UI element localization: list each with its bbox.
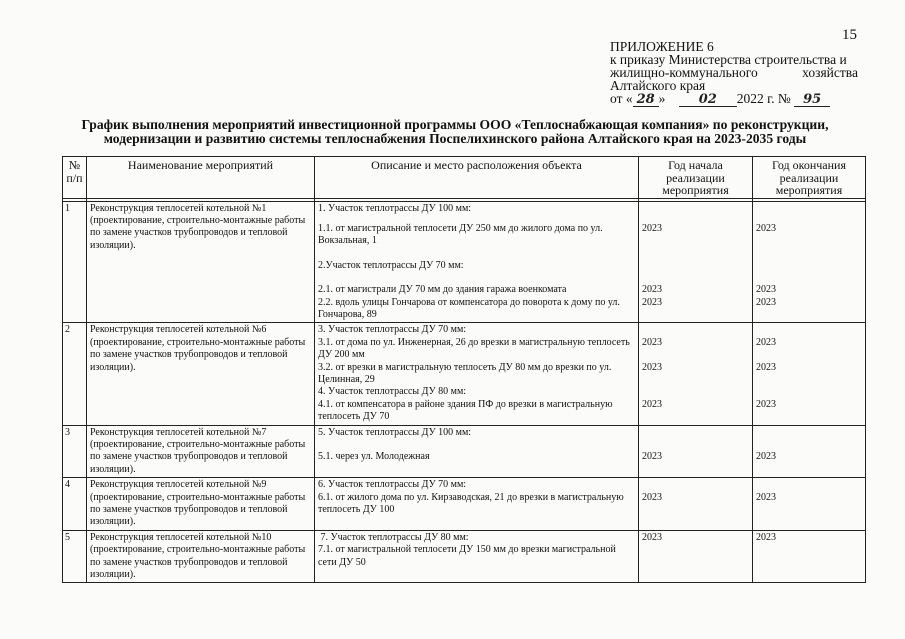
table-row xyxy=(63,478,866,531)
desc-line: 2.Участок теплотрассы ДУ 70 мм: xyxy=(318,259,464,271)
appendix-line-3: Алтайского края xyxy=(610,78,706,93)
desc-line: 4.1. от компенсатора в районе здания ПФ до врезки в магистральную теплосеть ДУ 70 xyxy=(318,398,613,423)
title-line-1: График выполнения мероприятий инвестиционной программы ООО «Теплоснабжающая компания» по реконструкции, xyxy=(81,117,829,132)
appendix-line-2a: жилищно-коммунального xyxy=(610,65,758,80)
row-start-year: 2023 xyxy=(639,530,753,583)
desc-line: 2.2. вдоль улицы Гончарова от компенсатора до поворота к дому по ул. Гончарова, 89 xyxy=(318,296,620,320)
desc-line: 5.1. через ул. Молодежная xyxy=(318,451,430,462)
row-end-year: 2023 2023 2023 xyxy=(753,201,866,323)
desc-line: 6.1. от жилого дома по ул. Кирзаводская, 21 до врезки в магистральную теплосеть ДУ 100 xyxy=(318,491,624,516)
handwritten-month: 02 xyxy=(679,94,737,107)
desc-line: 3.2. от врезки в магистральную теплосеть ДУ 80 мм до врезки по ул. Целинная, 29 xyxy=(318,361,612,385)
header-start-year: Год начала реализации мероприятия xyxy=(639,157,753,199)
row-name: Реконструкция теплосетей котельной №9 (проектирование, строительно-монтажные работы по замене участков трубопроводов и тепловой изоляции). xyxy=(87,478,315,531)
row-number: 1 xyxy=(63,201,87,323)
date-mid: » xyxy=(658,91,666,106)
row-name: Реконструкция теплосетей котельной №10 (проектирование, строительно-монтажные работы по замене участков трубопроводов и тепловой изоляции). xyxy=(87,530,315,583)
row-description xyxy=(315,530,639,583)
handwritten-day: 28 xyxy=(633,94,659,107)
row-number: 3 xyxy=(63,425,87,478)
desc-line: 3. Участок теплотрассы ДУ 70 мм: xyxy=(318,324,467,336)
appendix-block xyxy=(610,40,858,107)
desc-line: 2.1. от магистрали ДУ 70 мм до здания гаража военкомата xyxy=(318,284,567,296)
row-end-year: 2023 xyxy=(753,425,866,478)
row-end-year: 2023 2023 2023 xyxy=(753,323,866,425)
appendix-line-1: к приказу Министерства строительства и xyxy=(610,52,847,67)
row-start-year: 2023 xyxy=(639,425,753,478)
table-row xyxy=(63,530,866,583)
table-row xyxy=(63,201,866,323)
title-line-2: модернизации и развитию системы теплоснабжения Поспелихинского района Алтайского края на 2023-2035 годы xyxy=(103,131,807,146)
row-start-year: 2023 xyxy=(639,478,753,531)
desc-line: 3.1. от дома по ул. Инженерная, 26 до врезки в магистральную теплосеть ДУ 200 мм xyxy=(318,336,630,361)
desc-line: 1. Участок теплотрассы ДУ 100 мм: xyxy=(318,202,472,214)
desc-line: 1.1. от магистральной теплосети ДУ 250 мм до жилого дома по ул. Вокзальная, 1 xyxy=(318,222,603,247)
schedule-table xyxy=(62,156,866,583)
row-end-year: 2023 xyxy=(753,478,866,531)
row-name: Реконструкция теплосетей котельной №7 (проектирование, строительно-монтажные работы по замене участков трубопроводов и тепловой изоляции). xyxy=(87,425,315,478)
date-year: 2022 г. № xyxy=(736,91,791,106)
row-number: 2 xyxy=(63,323,87,425)
row-name: Реконструкция теплосетей котельной №1 (проектирование, строительно-монтажные работы по замене участков трубопроводов и тепловой изоляции). xyxy=(87,201,315,323)
desc-line: 7. Участок теплотрассы ДУ 80 мм: xyxy=(318,531,469,543)
document-title xyxy=(40,118,870,146)
header-name: Наименование мероприятий xyxy=(87,157,315,199)
desc-line: 4. Участок теплотрассы ДУ 80 мм: xyxy=(318,386,467,398)
appendix-line-2b: хозяйства xyxy=(802,65,858,80)
desc-line: 5. Участок теплотрассы ДУ 100 мм: xyxy=(318,426,472,438)
header-description: Описание и место расположения объекта xyxy=(315,157,639,199)
desc-line: 7.1. от магистральной теплосети ДУ 150 мм до врезки магистральной сети ДУ 50 xyxy=(318,544,616,568)
appendix-date-line xyxy=(610,92,858,107)
row-description xyxy=(315,323,639,425)
desc-line: 6. Участок теплотрассы ДУ 70 мм: xyxy=(318,479,467,491)
table-row xyxy=(63,323,866,425)
header-num: № п/п xyxy=(63,157,87,199)
row-name: Реконструкция теплосетей котельной №6 (проектирование, строительно-монтажные работы по замене участков трубопроводов и тепловой изоляции). xyxy=(87,323,315,425)
row-number: 4 xyxy=(63,478,87,531)
handwritten-order-number: 95 xyxy=(794,94,830,107)
row-start-year: 2023 2023 2023 xyxy=(639,323,753,425)
header-end-year: Год окончания реализации мероприятия xyxy=(753,157,866,199)
row-description xyxy=(315,201,639,323)
row-description xyxy=(315,478,639,531)
row-start-year: 2023 2023 2023 xyxy=(639,201,753,323)
row-number: 5 xyxy=(63,530,87,583)
appendix-title: ПРИЛОЖЕНИЕ 6 xyxy=(610,39,714,54)
row-description xyxy=(315,425,639,478)
table-header-row xyxy=(63,157,866,199)
page-number: 15 xyxy=(842,27,857,43)
row-end-year: 2023 xyxy=(753,530,866,583)
date-prefix: от « xyxy=(610,91,633,106)
table-row xyxy=(63,425,866,478)
